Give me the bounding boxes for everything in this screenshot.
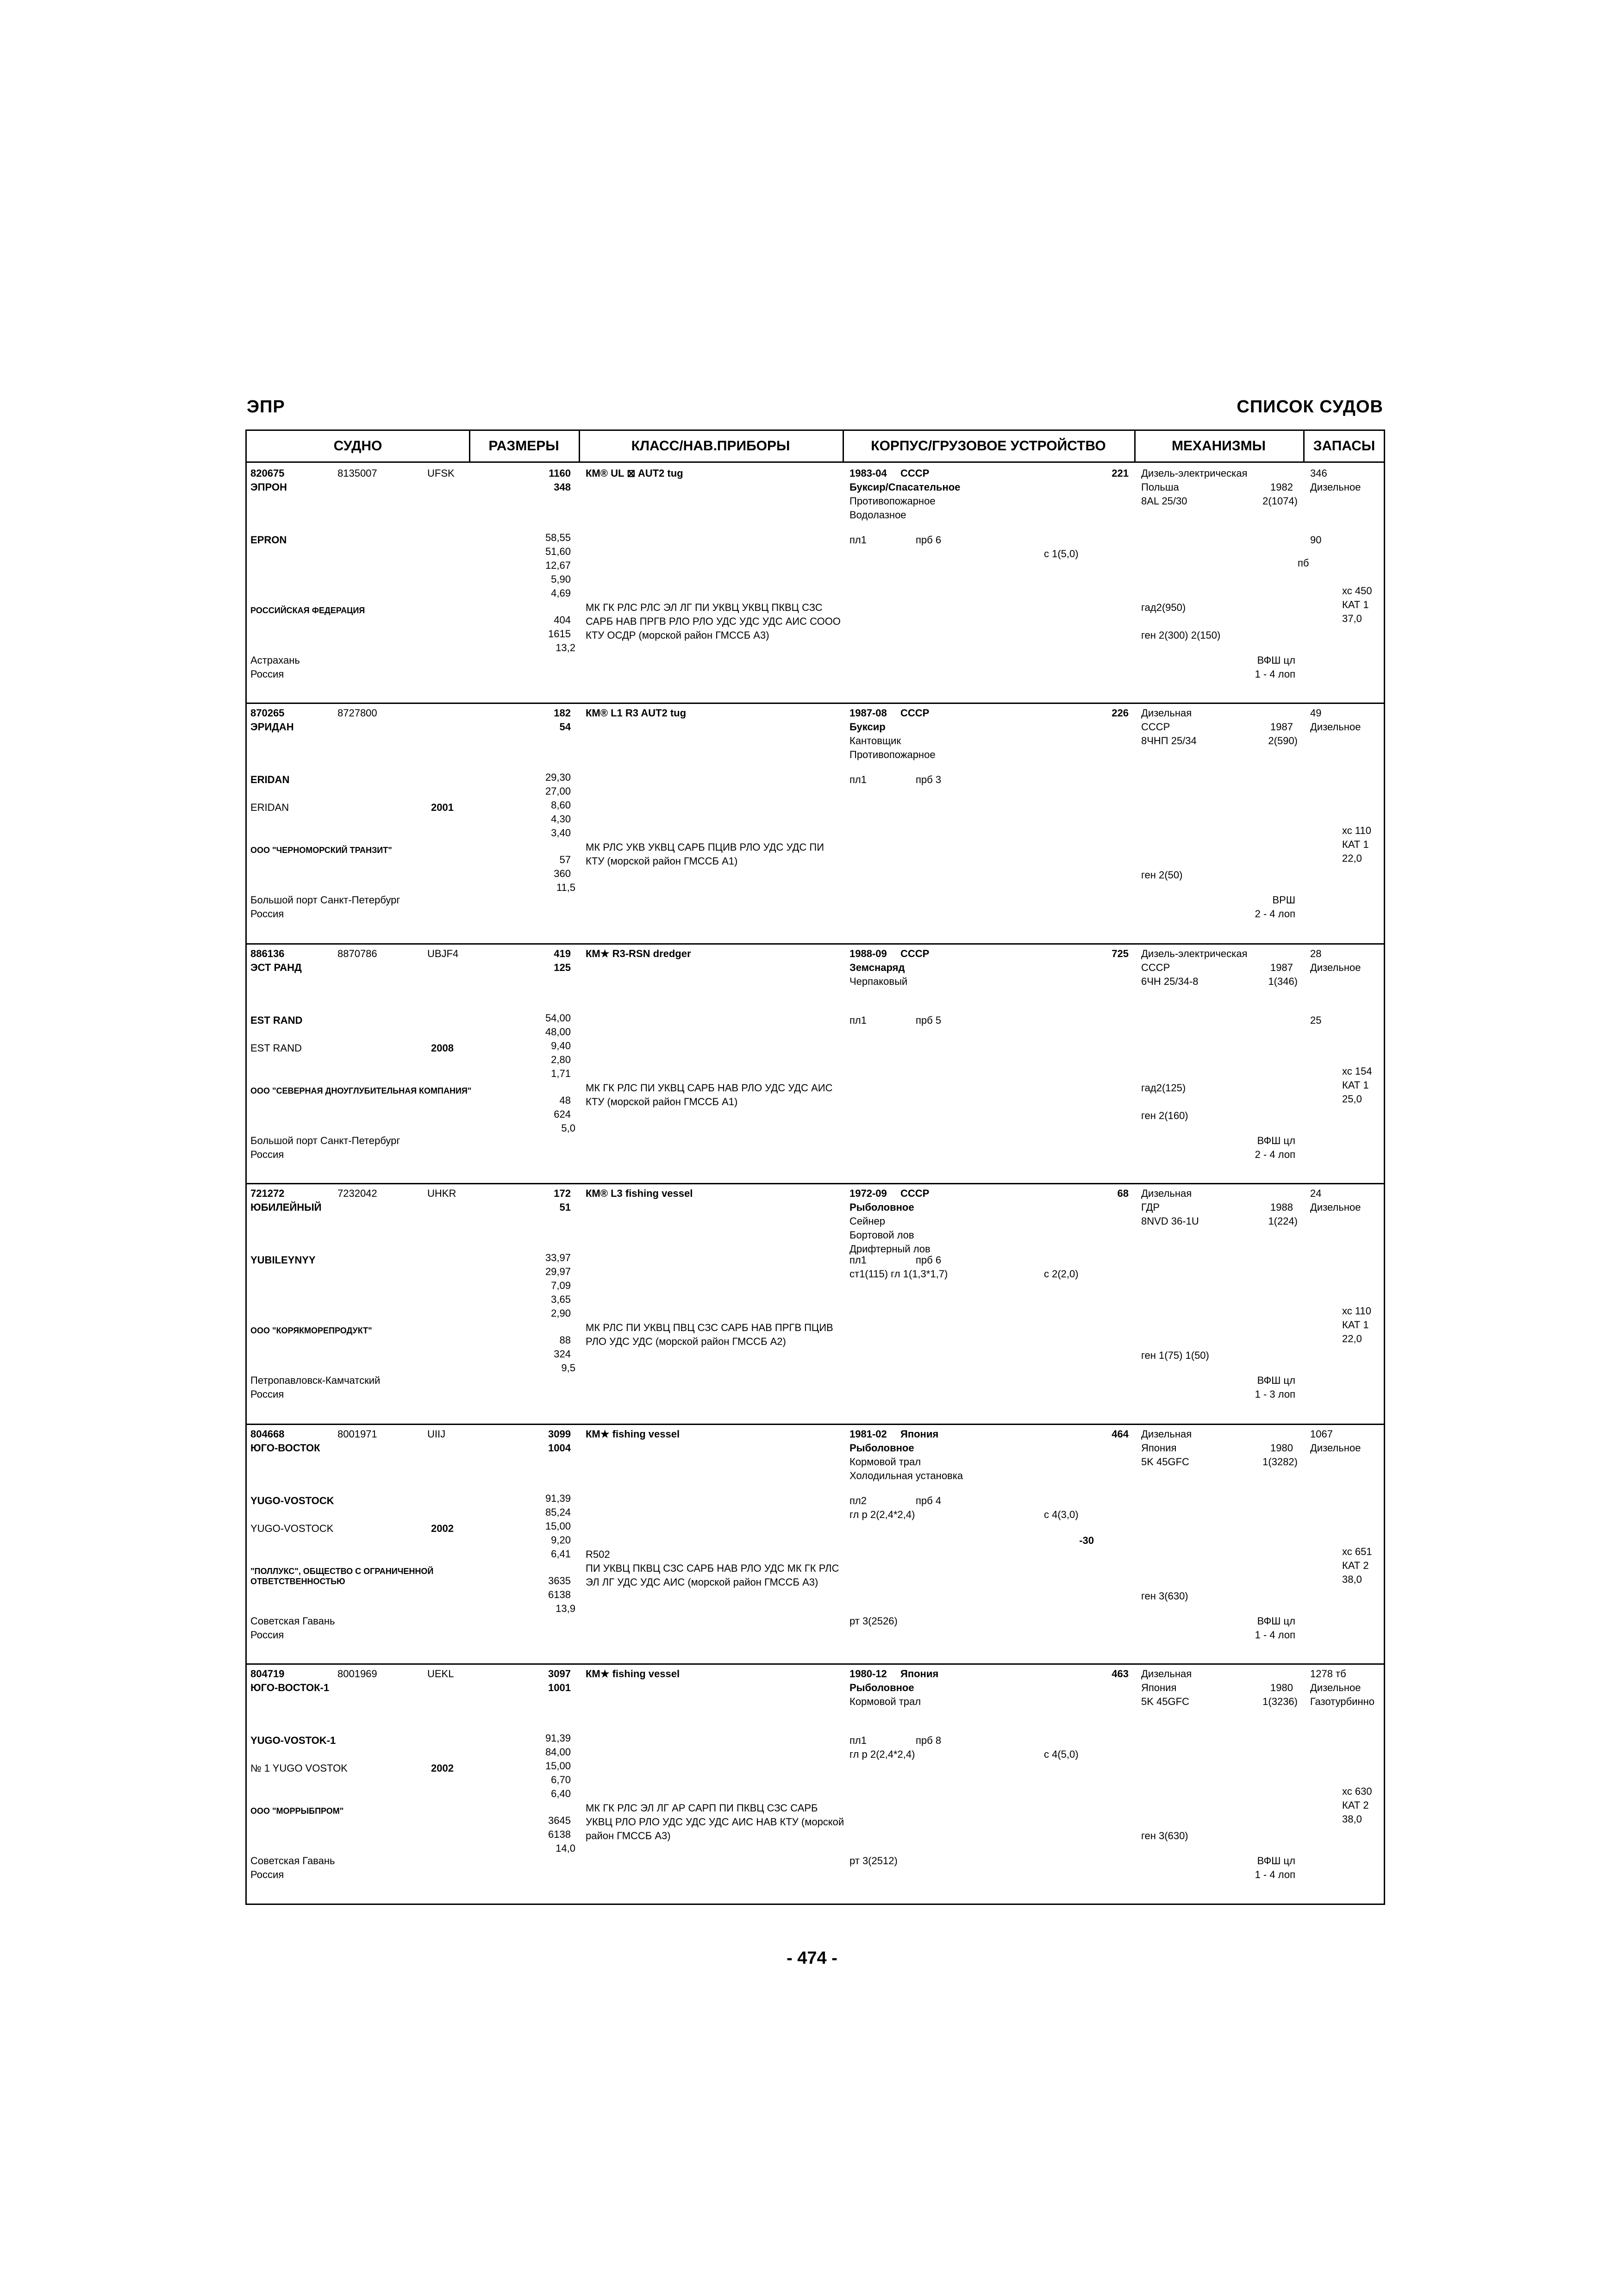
engine-power: 2(1074) [1262, 495, 1298, 507]
gross-tonnage: 1160 [549, 467, 571, 479]
home-port: Советская Гавань [250, 1615, 335, 1627]
crane-capacity: с 4(3,0) [1044, 1509, 1079, 1520]
owner: "ПОЛЛУКС", ОБЩЕСТВО С ОГРАНИЧЕННОЙ ОТВЕТСТВЕННОСТЬЮ [250, 1567, 434, 1586]
crew-value: КАТ 1 [1342, 1079, 1369, 1091]
ship-record [247, 1183, 1384, 1425]
deck-count: пл1 [849, 1014, 867, 1026]
fuel-extra: 25 [1310, 1014, 1322, 1026]
deadweight-value: 3645 [548, 1815, 571, 1826]
generators: ген 2(300) 2(150) [1141, 629, 1221, 641]
propeller-blades: 1 - 4 лоп [1255, 1629, 1295, 1641]
deadweight-value: 11,5 [556, 882, 575, 893]
crane-capacity: с 4(5,0) [1044, 1748, 1079, 1760]
reg-number: 870265 [250, 707, 285, 719]
bulkheads: прб 6 [916, 534, 942, 546]
deadweight-value: 624 [554, 1108, 571, 1120]
ship-type-extra: Бортовой лов [849, 1229, 914, 1241]
propeller: ВРШ [1272, 894, 1295, 906]
net-tonnage: 348 [554, 481, 571, 493]
engine-year: 1987 [1270, 962, 1293, 973]
dimension-value: 29,30 [545, 772, 571, 783]
generators: ген 3(630) [1141, 1830, 1188, 1842]
dimension-value: 2,90 [551, 1307, 571, 1319]
dimension-value: 7,09 [551, 1280, 571, 1291]
country: Россия [250, 1149, 284, 1160]
builder-country: СССР [900, 948, 930, 959]
country: Россия [250, 908, 284, 920]
aux-unit: гад2(125) [1141, 1082, 1186, 1094]
engine-type: Дизель-электрическая [1141, 948, 1248, 959]
owner: ООО "МОРРЫБПРОМ" [250, 1806, 344, 1816]
crew-value: хс 630 [1342, 1786, 1372, 1797]
ship-type: Рыболовное [849, 1682, 914, 1693]
home-port: Советская Гавань [250, 1855, 335, 1867]
generators: ген 2(50) [1141, 869, 1183, 881]
call-sign: UFSK [427, 467, 455, 479]
hull-number: 68 [1117, 1188, 1129, 1199]
fuel-extra: Газотурбинно [1310, 1696, 1374, 1707]
dimension-value: 91,39 [545, 1732, 571, 1744]
class-notation: КМ® L3 fishing vessel [586, 1188, 693, 1199]
fuel-type: Дизельное [1310, 721, 1361, 733]
class-notation: КМ★ fishing vessel [586, 1668, 680, 1680]
dimension-value: 5,90 [551, 573, 571, 585]
home-port: Астрахань [250, 654, 300, 666]
reg-number: 820675 [250, 467, 285, 479]
engine-type: Дизельная [1141, 1668, 1192, 1680]
reg-number: 721272 [250, 1188, 285, 1199]
column-header-machinery: МЕХАНИЗМЫ [1171, 438, 1266, 454]
crew-value: хс 450 [1342, 585, 1372, 597]
dimension-value: 2,80 [551, 1054, 571, 1065]
builder-country: Япония [900, 1428, 939, 1440]
nav-equipment: МК ГК РЛС ЭЛ ЛГ АР САРП ПИ ПКВЦ СЗС САРБ УКВЦ РЛО РЛО УДС УДС УДС АИС НАВ КТУ (морской район ГМССБ А3) [586, 1802, 844, 1842]
cargo-gear: гл р 2(2,4*2,4) [849, 1748, 915, 1760]
nav-equipment: МК РЛС УКВ УКВЦ САРБ ПЦИВ РЛО УДС УДС ПИ КТУ (морской район ГМССБ А1) [586, 841, 824, 867]
ship-type-extra: Сейнер [849, 1215, 886, 1227]
deadweight-value: 6138 [548, 1589, 571, 1600]
engine-model: 6ЧН 25/34-8 [1141, 976, 1199, 987]
dimension-value: 15,00 [545, 1760, 571, 1772]
ship-record [247, 1424, 1384, 1665]
owner: РОССИЙСКАЯ ФЕДЕРАЦИЯ [250, 606, 365, 615]
engine-model: 8ЧНП 25/34 [1141, 735, 1197, 747]
deck-count: пл1 [849, 1254, 867, 1266]
dimension-value: 91,39 [545, 1493, 571, 1504]
ship-record [247, 1663, 1384, 1889]
generators: ген 2(160) [1141, 1110, 1188, 1121]
engine-country: ГДР [1141, 1201, 1160, 1213]
deck-count: пл1 [849, 774, 867, 785]
refrigerated-holds: рт 3(2526) [849, 1615, 898, 1627]
column-header-hull: КОРПУС/ГРУЗОВОЕ УСТРОЙСТВО [871, 438, 1106, 454]
class-notation: КМ★ fishing vessel [586, 1428, 680, 1440]
ship-type-extra: Водолазное [849, 509, 906, 521]
header-left: ЭПР [247, 397, 285, 417]
column-header-dimensions: РАЗМЕРЫ [488, 438, 559, 454]
dimension-value: 6,70 [551, 1774, 571, 1786]
imo-number: 8001971 [337, 1428, 377, 1440]
engine-power: 1(224) [1268, 1215, 1298, 1227]
builder-country: Япония [900, 1668, 939, 1680]
engine-year: 1982 [1270, 481, 1293, 493]
deck-count: пл1 [849, 1735, 867, 1746]
dimension-value: 48,00 [545, 1026, 571, 1038]
fuel-type: Дизельное [1310, 1201, 1361, 1213]
dimension-value: 8,60 [551, 799, 571, 811]
bulkheads: прб 4 [916, 1495, 942, 1506]
engine-model: 8AL 25/30 [1141, 495, 1187, 507]
ship-type: Буксир [849, 721, 886, 733]
call-sign: UEKL [427, 1668, 454, 1680]
net-tonnage: 1004 [548, 1442, 571, 1454]
deadweight-value: 13,9 [556, 1603, 575, 1614]
deadweight-value: 13,2 [556, 642, 575, 653]
former-name-year: 2001 [431, 802, 454, 813]
ship-name: ЮГО-ВОСТОК-1 [250, 1682, 330, 1693]
crew-value: 38,0 [1342, 1574, 1362, 1585]
propeller: ВФШ цл [1257, 654, 1295, 666]
engine-year: 1987 [1270, 721, 1293, 733]
dimension-value: 29,97 [545, 1266, 571, 1277]
ship-type-extra: Кормовой трал [849, 1456, 921, 1468]
crane-capacity: с 2(2,0) [1044, 1268, 1079, 1280]
home-port: Петропавловск-Камчатский [250, 1375, 381, 1386]
dimension-value: 1,71 [551, 1068, 571, 1079]
deck-count: пл2 [849, 1495, 867, 1506]
deadweight-value: 14,0 [556, 1842, 575, 1854]
dimension-value: 9,20 [551, 1534, 571, 1546]
imo-number: 7232042 [337, 1188, 377, 1199]
deadweight-value: 404 [554, 614, 571, 626]
ship-name-latin: YUGO-VOSTOCK [250, 1495, 334, 1506]
crew-value: хс 651 [1342, 1546, 1372, 1557]
fuel-reserve: 49 [1310, 707, 1322, 719]
ship-type-extra: Противопожарное [849, 749, 936, 760]
engine-model: 5K 45GFC [1141, 1456, 1189, 1468]
ship-name-latin: YUBILEYNYY [250, 1254, 316, 1266]
page-number: - 474 - [787, 1948, 837, 1968]
deadweight-value: 360 [554, 868, 571, 879]
deadweight-value: 6138 [548, 1829, 571, 1840]
nav-equipment: МК РЛС ПИ УКВЦ ПВЦ СЗС САРБ НАВ ПРГВ ПЦИВ РЛО УДС УДС (морской район ГМССБ А2) [586, 1322, 833, 1347]
build-date: 1988-09 [849, 948, 887, 959]
former-name: EST RAND [250, 1042, 302, 1054]
imo-number: 8870786 [337, 948, 377, 959]
dimension-value: 3,40 [551, 827, 571, 839]
nav-equipment: МК ГК РЛС РЛС ЭЛ ЛГ ПИ УКВЦ УКВЦ ПКВЦ СЗС САРБ НАВ ПРГВ РЛО РЛО УДС УДС УДС АИС СООО КТУ ОСДР (морской район ГМССБ А3) [586, 602, 841, 641]
dimension-value: 84,00 [545, 1746, 571, 1758]
home-port: Большой порт Санкт-Петербург [250, 1135, 400, 1146]
hull-number: 226 [1112, 707, 1129, 719]
engine-country: Япония [1141, 1442, 1177, 1454]
builder-country: СССР [900, 1188, 930, 1199]
build-date: 1987-08 [849, 707, 887, 719]
dimension-value: 4,69 [551, 587, 571, 599]
ship-name-latin: EPRON [250, 534, 287, 546]
dimension-value: 33,97 [545, 1252, 571, 1263]
fuel-reserve: 1278 тб [1310, 1668, 1346, 1680]
ship-name: ЮГО-ВОСТОК [250, 1442, 320, 1454]
deadweight-value: 5,0 [561, 1122, 575, 1134]
home-port: Большой порт Санкт-Петербург [250, 894, 400, 906]
hull-number: 725 [1112, 948, 1129, 959]
gross-tonnage: 172 [554, 1188, 571, 1199]
cargo-gear: гл р 2(2,4*2,4) [849, 1509, 915, 1520]
former-name-year: 2008 [431, 1042, 454, 1054]
crew-value: КАТ 2 [1342, 1799, 1369, 1811]
owner: ООО "КОРЯКМОРЕПРОДУКТ" [250, 1326, 372, 1335]
fuel-type: Дизельное [1310, 1442, 1361, 1454]
crew-value: 22,0 [1342, 852, 1362, 864]
refrigerated-holds: рт 3(2512) [849, 1855, 898, 1867]
header-right: СПИСОК СУДОВ [1237, 397, 1383, 417]
engine-year: 1980 [1270, 1682, 1293, 1693]
reg-number: 804668 [250, 1428, 285, 1440]
hull-number: 464 [1112, 1428, 1129, 1440]
build-date: 1983-04 [849, 467, 887, 479]
net-tonnage: 54 [559, 721, 571, 733]
ship-record [247, 463, 1384, 704]
engine-type: Дизель-электрическая [1141, 467, 1248, 479]
dimension-value: 54,00 [545, 1012, 571, 1024]
deck-count: пл1 [849, 534, 867, 546]
hull-number: 221 [1112, 467, 1129, 479]
build-date: 1972-09 [849, 1188, 887, 1199]
bulkheads: прб 3 [916, 774, 942, 785]
dimension-value: 51,60 [545, 546, 571, 557]
propeller: ВФШ цл [1257, 1855, 1295, 1867]
cargo-gear: ст1(115) гл 1(1,3*1,7) [849, 1268, 948, 1280]
crew-value: 25,0 [1342, 1093, 1362, 1105]
dimension-value: 6,41 [551, 1548, 571, 1560]
fuel-type: Дизельное [1310, 1682, 1361, 1693]
bulkheads: прб 5 [916, 1014, 942, 1026]
propeller-blades: 1 - 4 лоп [1255, 1869, 1295, 1880]
ship-name: ЭРИДАН [250, 721, 294, 733]
dimension-value: 12,67 [545, 560, 571, 571]
gross-tonnage: 182 [554, 707, 571, 719]
crew-value: 22,0 [1342, 1333, 1362, 1344]
nav-equipment: ПИ УКВЦ ПКВЦ СЗС САРБ НАВ РЛО УДС МК ГК РЛС ЭЛ ЛГ УДС УДС АИС (морской район ГМССБ А3) [586, 1562, 839, 1588]
ship-name: ЭПРОН [250, 481, 287, 493]
fuel-extra: 90 [1310, 534, 1322, 546]
dimension-value: 58,55 [545, 532, 571, 543]
generators: ген 1(75) 1(50) [1141, 1350, 1209, 1361]
ship-name-latin: YUGO-VOSTOK-1 [250, 1735, 336, 1746]
class-notation: КМ® L1 R3 AUT2 tug [586, 707, 687, 719]
ship-type-extra: Холодильная установка [849, 1470, 963, 1481]
engine-power: 1(346) [1268, 976, 1298, 987]
engine-country: СССР [1141, 962, 1170, 973]
propeller-blades: 1 - 3 лоп [1255, 1388, 1295, 1400]
ship-type-extra: Кантовщик [849, 735, 901, 747]
crane-capacity: с 1(5,0) [1044, 548, 1079, 560]
engine-year: 1988 [1270, 1201, 1293, 1213]
country: Россия [250, 1869, 284, 1880]
nav-equipment: МК ГК РЛС ПИ УКВЦ САРБ НАВ РЛО УДС УДС АИС КТУ (морской район ГМССБ А1) [586, 1082, 833, 1108]
fuel-type: Дизельное [1310, 962, 1361, 973]
former-name-year: 2002 [431, 1762, 454, 1774]
ship-name: ЮБИЛЕЙНЫЙ [250, 1201, 322, 1213]
aux-unit: гад2(950) [1141, 602, 1186, 613]
engine-country: СССР [1141, 721, 1170, 733]
column-header-ship: СУДНО [333, 438, 382, 454]
ship-record [247, 943, 1384, 1184]
deadweight-value: 3635 [548, 1575, 571, 1587]
generators: ген 3(630) [1141, 1590, 1188, 1602]
fuel-reserve: 1067 [1310, 1428, 1333, 1440]
deadweight-value: 324 [554, 1348, 571, 1360]
country: Россия [250, 1388, 284, 1400]
crew-value: КАТ 1 [1342, 1319, 1369, 1331]
deadweight-value: 57 [559, 854, 571, 865]
net-tonnage: 51 [559, 1201, 571, 1213]
dimension-value: 4,30 [551, 813, 571, 825]
call-sign: UHKR [427, 1188, 456, 1199]
imo-number: 8001969 [337, 1668, 377, 1680]
fuel-reserve: 28 [1310, 948, 1322, 959]
ship-type-extra: Кормовой трал [849, 1696, 921, 1707]
engine-country: Польша [1141, 481, 1179, 493]
deadweight-value: 1615 [548, 628, 571, 640]
ship-name-latin: EST RAND [250, 1014, 303, 1026]
build-date: 1980-12 [849, 1668, 887, 1680]
dimension-value: 27,00 [545, 785, 571, 797]
propeller-blades: 1 - 4 лоп [1255, 668, 1295, 680]
engine-model: 5K 45GFC [1141, 1696, 1189, 1707]
ship-type-extra: Черпаковый [849, 976, 908, 987]
net-tonnage: 125 [554, 962, 571, 973]
crew-value: хс 110 [1342, 1305, 1371, 1317]
engine-type: Дизельная [1141, 707, 1192, 719]
net-tonnage: 1001 [548, 1682, 571, 1693]
bulkheads: прб 8 [916, 1735, 942, 1746]
ship-type: Буксир/Спасательное [849, 481, 961, 493]
crew-value: КАТ 1 [1342, 599, 1369, 610]
dimension-value: 3,65 [551, 1294, 571, 1305]
deadweight-value: 9,5 [561, 1362, 575, 1374]
ship-type-extra: Противопожарное [849, 495, 936, 507]
owner: ООО "ЧЕРНОМОРСКИЙ ТРАНЗИТ" [250, 846, 392, 855]
builder-country: СССР [900, 707, 930, 719]
reg-number: 804719 [250, 1668, 285, 1680]
propeller: ВФШ цл [1257, 1615, 1295, 1627]
hull-number: 463 [1112, 1668, 1129, 1680]
crew-value: хс 154 [1342, 1065, 1372, 1077]
ship-type: Земснаряд [849, 962, 905, 973]
engine-type: Дизельная [1141, 1428, 1192, 1440]
ship-table [245, 429, 1385, 1905]
call-sign: UBJF4 [427, 948, 459, 959]
ship-type: Рыболовное [849, 1442, 914, 1454]
class-notation: КМ® UL ⊠ AUT2 tug [586, 467, 683, 479]
ship-name-latin: ERIDAN [250, 774, 290, 785]
propeller: ВФШ цл [1257, 1135, 1295, 1146]
call-sign: UIIJ [427, 1428, 446, 1440]
crew-value: 38,0 [1342, 1813, 1362, 1825]
deadweight-value: 48 [559, 1095, 571, 1106]
imo-number: 8135007 [337, 467, 377, 479]
propeller-blades: 2 - 4 лоп [1255, 908, 1295, 920]
dimension-value: 9,40 [551, 1040, 571, 1052]
crew-value: КАТ 2 [1342, 1560, 1369, 1571]
crew-value: КАТ 1 [1342, 839, 1369, 850]
builder-country: СССР [900, 467, 930, 479]
dimension-value: 15,00 [545, 1520, 571, 1532]
gross-tonnage: 419 [554, 948, 571, 959]
class-extra: R502 [586, 1549, 610, 1560]
negative-value: -30 [1079, 1535, 1094, 1546]
engine-year: 1980 [1270, 1442, 1293, 1454]
propeller-blades: 2 - 4 лоп [1255, 1149, 1295, 1160]
engine-power: 1(3282) [1262, 1456, 1298, 1468]
fuel-reserve: 346 [1310, 467, 1327, 479]
bulkheads: прб 6 [916, 1254, 942, 1266]
deadweight-value: 88 [559, 1334, 571, 1346]
engine-model: 8NVD 36-1U [1141, 1215, 1199, 1227]
dimension-value: 85,24 [545, 1506, 571, 1518]
ship-name: ЭСТ РАНД [250, 962, 302, 973]
gross-tonnage: 3097 [548, 1668, 571, 1680]
engine-country: Япония [1141, 1682, 1177, 1693]
crew-value: 37,0 [1342, 613, 1362, 624]
former-name: № 1 YUGO VOSTOK [250, 1762, 348, 1774]
owner: ООО "СЕВЕРНАЯ ДНОУГЛУБИТЕЛЬНАЯ КОМПАНИЯ" [250, 1086, 472, 1095]
propeller: ВФШ цл [1257, 1375, 1295, 1386]
ship-type: Рыболовное [849, 1201, 914, 1213]
imo-number: 8727800 [337, 707, 377, 719]
former-name: YUGO-VOSTOCK [250, 1523, 334, 1534]
build-date: 1981-02 [849, 1428, 887, 1440]
class-notation: КМ★ R3-RSN dredger [586, 948, 691, 959]
column-header-reserves: ЗАПАСЫ [1313, 438, 1375, 454]
former-name: ERIDAN [250, 802, 289, 813]
ship-record [247, 703, 1384, 945]
ship-type-extra: Дрифтерный лов [849, 1243, 931, 1255]
engine-type: Дизельная [1141, 1188, 1192, 1199]
fuel-type: Дизельное [1310, 481, 1361, 493]
engine-power: 1(3236) [1262, 1696, 1298, 1707]
former-name-year: 2002 [431, 1523, 454, 1534]
column-header-row [247, 431, 1384, 463]
engine-power: 2(590) [1268, 735, 1298, 747]
fuel-extra-2: пб [1298, 557, 1309, 569]
dimension-value: 6,40 [551, 1788, 571, 1799]
column-header-class: КЛАСС/НАВ.ПРИБОРЫ [631, 438, 790, 454]
reg-number: 886136 [250, 948, 285, 959]
country: Россия [250, 668, 284, 680]
country: Россия [250, 1629, 284, 1641]
crew-value: хс 110 [1342, 825, 1371, 836]
fuel-reserve: 24 [1310, 1188, 1322, 1199]
gross-tonnage: 3099 [548, 1428, 571, 1440]
